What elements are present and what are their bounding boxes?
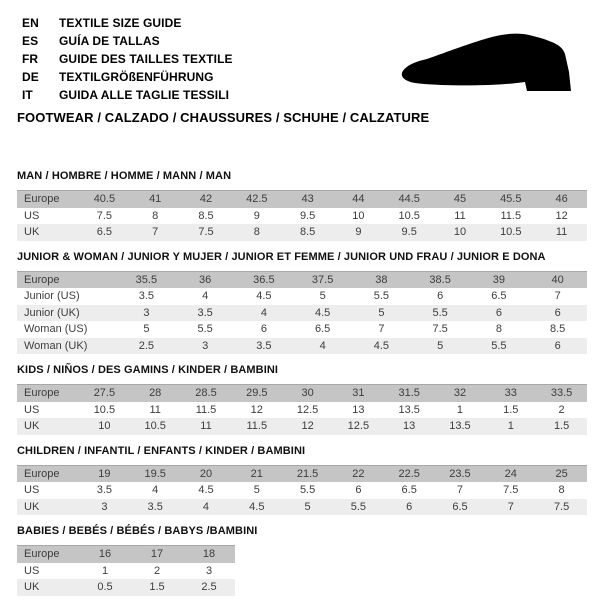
row-label: Europe [24, 548, 60, 560]
size-cell: 4 [202, 500, 210, 513]
row-label: Woman (UK) [24, 339, 88, 352]
size-cell: 6.5 [96, 226, 113, 238]
size-cell: 33 [504, 387, 517, 399]
size-cell: 5 [437, 339, 444, 352]
language-title-block [22, 14, 233, 104]
language-title: GUÍA DE TALLAS [59, 34, 160, 48]
size-cell: 7 [152, 226, 159, 238]
size-cell: 21.5 [296, 467, 319, 480]
size-cell: 13.5 [449, 420, 471, 432]
size-cell: 3 [143, 306, 150, 319]
size-cell: 1.5 [149, 581, 165, 593]
size-cell: 40.5 [93, 193, 116, 205]
size-cell: 5.5 [373, 290, 390, 302]
size-table-section-4 [17, 525, 587, 596]
row-label: UK [24, 226, 40, 238]
size-cell: 6.5 [401, 484, 417, 496]
size-cell: 10.5 [500, 226, 522, 238]
table-row [17, 499, 587, 516]
size-cell: 11 [200, 420, 212, 432]
row-label: US [24, 484, 40, 496]
size-cell: 35.5 [135, 273, 158, 286]
size-cell: 10 [453, 226, 467, 238]
section-title: KIDS / NIÑOS / DES GAMINS / KINDER / BAMBINI [17, 364, 279, 376]
size-cell: 3.5 [197, 306, 213, 319]
size-cell: 10.5 [144, 420, 166, 432]
size-cell: 12 [301, 420, 314, 432]
table-header-row [17, 465, 587, 482]
size-cell: 22.5 [398, 467, 420, 480]
size-cell: 44 [352, 193, 365, 205]
table-header-row [17, 271, 587, 288]
size-table [17, 465, 587, 516]
size-cell: 8.5 [549, 323, 566, 335]
size-cell: 11.5 [195, 403, 217, 416]
table-row [17, 402, 587, 419]
size-cell: 7 [378, 323, 385, 335]
size-cell: 43 [301, 193, 314, 205]
size-cell: 24 [504, 467, 517, 480]
language-row-fr [22, 50, 233, 68]
size-cell: 9.5 [401, 226, 417, 238]
size-cell: 8 [253, 226, 260, 238]
size-cell: 22 [352, 467, 365, 480]
row-label: US [24, 403, 40, 416]
size-cell: 4.5 [198, 484, 214, 496]
size-cell: 3 [202, 339, 209, 352]
size-cell: 8 [152, 209, 159, 222]
size-cell: 7.5 [503, 484, 519, 496]
size-cell: 6 [406, 500, 413, 513]
size-cell: 31.5 [398, 387, 420, 399]
language-title: GUIDE DES TAILLES TEXTILE [59, 52, 233, 66]
size-cell: 5 [319, 290, 326, 302]
row-label: Junior (UK) [24, 306, 80, 319]
size-cell: 3.5 [256, 339, 272, 352]
size-cell: 2 [153, 564, 161, 577]
size-cell: 11 [149, 403, 161, 416]
table-row [17, 288, 587, 305]
row-label: UK [24, 500, 40, 513]
size-cell: 6 [554, 306, 561, 319]
size-cell: 0.5 [97, 581, 113, 593]
language-code: IT [22, 88, 33, 102]
row-label: UK [24, 420, 40, 432]
section-title: CHILDREN / INFANTIL / ENFANTS / KINDER / BAMBINI [17, 444, 306, 457]
language-code: FR [22, 52, 39, 66]
size-cell: 10 [352, 209, 365, 222]
dress-shoe-icon [397, 28, 587, 96]
size-cell: 32 [453, 387, 467, 399]
size-cell: 19.5 [144, 467, 166, 480]
table-row [17, 305, 587, 322]
size-cell: 33.5 [550, 387, 573, 399]
size-cell: 46 [555, 193, 568, 205]
section-title: JUNIOR & WOMAN / JUNIOR Y MUJER / JUNIOR ET FEMME / JUNIOR UND FRAU / JUNIOR E DONA [17, 250, 546, 263]
size-cell: 16 [98, 548, 112, 560]
size-cell: 7.5 [432, 323, 448, 335]
size-cell: 19 [98, 467, 111, 480]
size-cell: 1 [101, 564, 109, 577]
size-cell: 23.5 [449, 467, 471, 480]
size-cell: 5.5 [197, 323, 213, 335]
size-cell: 3.5 [138, 290, 155, 302]
size-cell: 11 [454, 209, 466, 222]
size-table [17, 384, 587, 435]
size-cell: 11.5 [500, 209, 522, 222]
size-table [17, 190, 587, 241]
language-row-en [22, 14, 233, 32]
row-label: Woman (US) [24, 323, 88, 335]
size-cell: 29.5 [246, 387, 268, 399]
table-row [17, 563, 235, 580]
table-row [17, 224, 587, 241]
size-table-section-0 [17, 170, 587, 241]
size-cell: 39 [492, 273, 505, 286]
size-cell: 6 [260, 323, 267, 335]
size-cell: 6 [437, 290, 444, 302]
size-cell: 44.5 [398, 193, 420, 205]
table-row [17, 579, 235, 596]
category-heading: FOOTWEAR / CALZADO / CHAUSSURES / SCHUHE / CALZATURE [17, 110, 430, 125]
size-cell: 1.5 [553, 420, 570, 432]
size-cell: 3 [205, 564, 213, 577]
size-cell: 5 [253, 484, 260, 496]
table-header-row [17, 546, 235, 563]
table-header-row [17, 385, 587, 402]
size-cell: 6 [355, 484, 362, 496]
size-cell: 12 [555, 209, 568, 222]
size-cell: 5.5 [350, 500, 367, 513]
language-title: TEXTILGRÖßENFÜHRUNG [59, 70, 214, 84]
language-title: TEXTILE SIZE GUIDE [59, 16, 182, 30]
size-cell: 40 [551, 273, 564, 286]
language-code: DE [22, 70, 39, 84]
size-table-section-2 [17, 364, 587, 435]
size-cell: 4.5 [249, 500, 265, 513]
size-cell: 28.5 [195, 387, 217, 399]
size-cell: 13 [352, 403, 365, 416]
size-cell: 5.5 [491, 339, 507, 352]
size-cell: 9.5 [299, 209, 316, 222]
size-cell: 11 [555, 226, 568, 238]
language-code: ES [22, 34, 39, 48]
section-title: BABIES / BEBÉS / BÉBÉS / BABYS /BAMBINI [17, 525, 258, 537]
size-cell: 4 [319, 339, 326, 352]
size-cell: 8.5 [198, 209, 214, 222]
size-cell: 1 [456, 403, 464, 416]
size-cell: 25 [555, 467, 568, 480]
size-cell: 2 [558, 403, 565, 416]
size-cell: 9 [355, 226, 362, 238]
row-label: Junior (US) [24, 290, 80, 302]
size-cell: 6.5 [452, 500, 468, 513]
size-cell: 36.5 [253, 273, 275, 286]
size-cell: 7 [507, 500, 514, 513]
size-cell: 3 [101, 500, 108, 513]
size-cell: 28 [149, 387, 162, 399]
size-cell: 7.5 [198, 226, 214, 238]
language-row-de [22, 68, 233, 86]
size-cell: 17 [150, 548, 164, 560]
size-cell: 9 [253, 209, 260, 222]
size-cell: 4 [260, 306, 267, 319]
size-cell: 45 [453, 193, 467, 205]
size-cell: 4 [202, 290, 209, 302]
size-cell: 21 [250, 467, 263, 480]
size-cell: 4 [152, 484, 159, 496]
row-label: US [24, 564, 40, 577]
size-cell: 6.5 [491, 290, 507, 302]
size-table [17, 271, 587, 355]
size-cell: 3.5 [147, 500, 163, 513]
size-cell: 1 [507, 420, 514, 432]
size-cell: 10.5 [93, 403, 116, 416]
size-cell: 8.5 [299, 226, 316, 238]
language-code: EN [22, 16, 39, 30]
row-label: Europe [24, 193, 60, 205]
section-title: MAN / HOMBRE / HOMME / MANN / MAN [17, 170, 232, 182]
size-cell: 6 [554, 339, 561, 352]
size-cell: 5 [304, 500, 311, 513]
size-cell: 7 [554, 290, 561, 302]
size-cell: 8 [558, 484, 565, 496]
size-cell: 37.5 [311, 273, 334, 286]
size-cell: 2.5 [201, 581, 217, 593]
size-cell: 13.5 [398, 403, 420, 416]
size-cell: 13 [403, 420, 416, 432]
size-cell: 6 [495, 306, 502, 319]
size-cell: 11.5 [246, 420, 268, 432]
size-cell: 38 [375, 273, 388, 286]
language-row-es [22, 32, 233, 50]
row-label: Europe [24, 467, 60, 480]
size-cell: 10 [98, 420, 111, 432]
row-label: UK [24, 581, 40, 593]
size-table [17, 545, 235, 596]
table-row [17, 321, 587, 338]
size-cell: 5.5 [432, 306, 448, 319]
size-cell: 7.5 [96, 209, 113, 222]
size-cell: 27.5 [93, 387, 116, 399]
size-cell: 38.5 [429, 273, 451, 286]
size-cell: 12 [250, 403, 263, 416]
size-cell: 8 [495, 323, 502, 335]
table-row [17, 482, 587, 499]
table-row [17, 338, 587, 355]
size-cell: 5.5 [299, 484, 316, 496]
size-cell: 42.5 [246, 193, 268, 205]
size-cell: 12.5 [347, 420, 370, 432]
size-cell: 41 [149, 193, 162, 205]
language-row-it [22, 86, 233, 104]
size-cell: 31 [352, 387, 365, 399]
row-label: US [24, 209, 40, 222]
row-label: Europe [24, 387, 60, 399]
size-cell: 1.5 [503, 403, 519, 416]
size-cell: 45.5 [500, 193, 522, 205]
size-cell: 5 [378, 306, 385, 319]
size-cell: 18 [202, 548, 216, 560]
size-cell: 7 [456, 484, 464, 496]
size-cell: 3.5 [96, 484, 113, 496]
table-row [17, 418, 587, 435]
size-cell: 7.5 [553, 500, 570, 513]
size-tables [17, 170, 587, 606]
size-cell: 6.5 [314, 323, 331, 335]
size-cell: 10.5 [398, 209, 420, 222]
size-cell: 42 [199, 193, 213, 205]
size-cell: 30 [301, 387, 314, 399]
size-table-section-1 [17, 251, 587, 355]
table-header-row [17, 191, 587, 208]
size-cell: 4.5 [373, 339, 390, 352]
size-cell: 4.5 [314, 306, 331, 319]
size-table-section-3 [17, 445, 587, 516]
size-cell: 4.5 [256, 290, 272, 302]
language-title: GUIDA ALLE TAGLIE TESSILI [59, 88, 230, 102]
table-row [17, 208, 587, 225]
size-cell: 20 [199, 467, 213, 480]
size-cell: 12.5 [296, 403, 319, 416]
size-cell: 36 [199, 273, 212, 286]
size-cell: 2.5 [138, 339, 155, 352]
size-cell: 5 [143, 323, 150, 335]
row-label: Europe [24, 273, 60, 286]
